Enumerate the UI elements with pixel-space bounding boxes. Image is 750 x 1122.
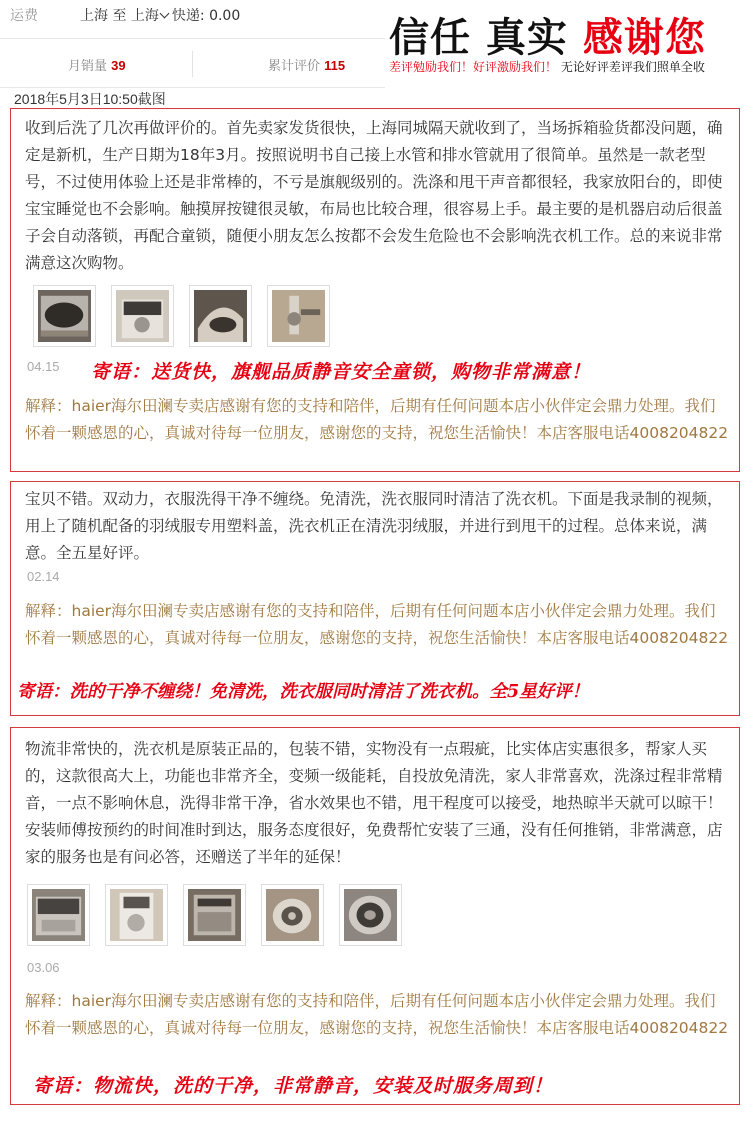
review-photo-thumbnail[interactable] — [339, 884, 402, 946]
total-reviews-label: 累计评价 — [268, 59, 321, 74]
chevron-down-icon — [159, 9, 169, 19]
washer-photo-7 — [188, 889, 241, 941]
shipping-label: 运费 — [10, 8, 38, 24]
shipping-fee: 快递: 0.00 — [171, 8, 241, 24]
tagline-black: 无论好评差评我们照单全收 — [560, 60, 705, 74]
washer-photo-8 — [266, 889, 319, 941]
slogan-black: 信任 真实 — [389, 14, 583, 61]
total-reviews-tab[interactable] — [268, 55, 345, 74]
stats-bar — [0, 38, 385, 88]
review-card — [10, 108, 740, 472]
review-photos — [27, 884, 402, 946]
review-card — [10, 481, 740, 716]
monthly-sales-label: 月销量 — [68, 59, 108, 74]
review-card — [10, 727, 740, 1105]
review-date: 02.14 — [27, 569, 60, 584]
review-photos — [33, 285, 330, 347]
banner-tagline — [389, 58, 705, 75]
review-date: 03.06 — [27, 960, 60, 975]
seller-reply: 解释：haier海尔田澜专卖店感谢有您的支持和陪伴，后期有任何问题本店小伙伴定会鼎力处理。我们怀着一颗感恩的心，真诚对待每一位朋友，感谢您的支持，祝您生活愉快！本店客服电话4008204822 — [25, 992, 729, 1037]
monthly-sales — [68, 55, 126, 74]
monthly-sales-value: 39 — [111, 58, 126, 73]
washer-photo-9 — [344, 889, 397, 941]
tagline-red: 差评勉励我们！好评激励我们！ — [389, 60, 558, 74]
stats-divider — [192, 51, 193, 77]
review-photo-thumbnail[interactable] — [261, 884, 324, 946]
washer-photo-6 — [110, 889, 163, 941]
screenshot-timestamp: 2018年5月3日10:50截图 — [14, 91, 166, 107]
review-photo-thumbnail[interactable] — [183, 884, 246, 946]
shipping-bar — [0, 0, 385, 32]
review-text: 收到后洗了几次再做评价的。首先卖家发货很快，上海同城隔天就收到了，当场拆箱验货都没问题，确定是新机，生产日期为18年3月。按照说明书自己接上水管和排水管就用了很简单。虽然是一款老型号，不过使用体验上还是非常棒的，不亏是旗舰级别的。洗涤和甩干声音都很轻，我家放阳台的，即使宝宝睡觉也不会影响。触摸屏按键很灵敏，布局也比较合理，很容易上手。最主要的是机器启动后很盖子会自动落锁，再配合童锁，随便小朋友怎么按都不会发生危险也不会影响洗衣机工作。总的来说非常满意这次购物。 — [25, 119, 723, 272]
review-photo-thumbnail[interactable] — [27, 884, 90, 946]
review-photo-thumbnail[interactable] — [105, 884, 168, 946]
review-photo-thumbnail[interactable] — [267, 285, 330, 347]
slogan-red: 感谢您 — [582, 14, 706, 61]
review-summary-note: 寄语：送货快，旗舰品质静音安全童锁，购物非常满意！ — [91, 361, 592, 383]
shipping-route: 上海 至 上海 — [80, 8, 159, 24]
review-summary-note: 寄语：洗的干净不缠绕！免清洗，洗衣服同时清洁了洗衣机。全5星好评！ — [17, 682, 590, 702]
washer-photo-3 — [194, 290, 247, 342]
review-date: 04.15 — [27, 359, 60, 374]
total-reviews-value: 115 — [324, 58, 346, 73]
review-photo-thumbnail[interactable] — [33, 285, 96, 347]
review-summary-note: 寄语：物流快，洗的干净，非常静音，安装及时服务周到！ — [33, 1075, 554, 1097]
washer-photo-4 — [272, 290, 325, 342]
shipping-route-selector[interactable] — [80, 5, 240, 25]
review-photo-thumbnail[interactable] — [189, 285, 252, 347]
seller-reply: 解释：haier海尔田澜专卖店感谢有您的支持和陪伴，后期有任何问题本店小伙伴定会鼎力处理。我们怀着一颗感恩的心，真诚对待每一位朋友，感谢您的支持，祝您生活愉快！本店客服电话4008204822 — [25, 397, 729, 442]
review-text: 物流非常快的，洗衣机是原装正品的，包装不错，实物没有一点瑕疵，比实体店实惠很多，帮家人买的，这款很高大上，功能也非常齐全，变频一级能耗，自投放免清洗，家人非常喜欢，洗涤过程非常精音，一点不影响休息，洗得非常干净，省水效果也不错，甩干程度可以接受，地热晾半天就可以晾干！ 安装师傅按预约的时间准时到达，服务态度很好，免费帮忙安装了三通，没有任何推销，非常满意，店家的服务也是有问必答，还赠送了半年的延保！ — [25, 740, 723, 866]
banner-slogan — [389, 6, 706, 63]
review-text: 宝贝不错。双动力，衣服洗得干净不缠绕。免清洗，洗衣服同时清洁了洗衣机。下面是我录制的视频，用上了随机配备的羽绒服专用塑料盖，洗衣机正在清洗羽绒服，并进行到甩干的过程。总体来说，满意。全五星好评。 — [25, 490, 723, 562]
trust-banner — [385, 0, 750, 82]
review-photo-thumbnail[interactable] — [111, 285, 174, 347]
washer-photo-1 — [38, 290, 91, 342]
seller-reply: 解释：haier海尔田澜专卖店感谢有您的支持和陪伴，后期有任何问题本店小伙伴定会鼎力处理。我们怀着一颗感恩的心，真诚对待每一位朋友，感谢您的支持，祝您生活愉快！本店客服电话4008204822 — [25, 602, 729, 647]
washer-photo-2 — [116, 290, 169, 342]
washer-photo-5 — [32, 889, 85, 941]
